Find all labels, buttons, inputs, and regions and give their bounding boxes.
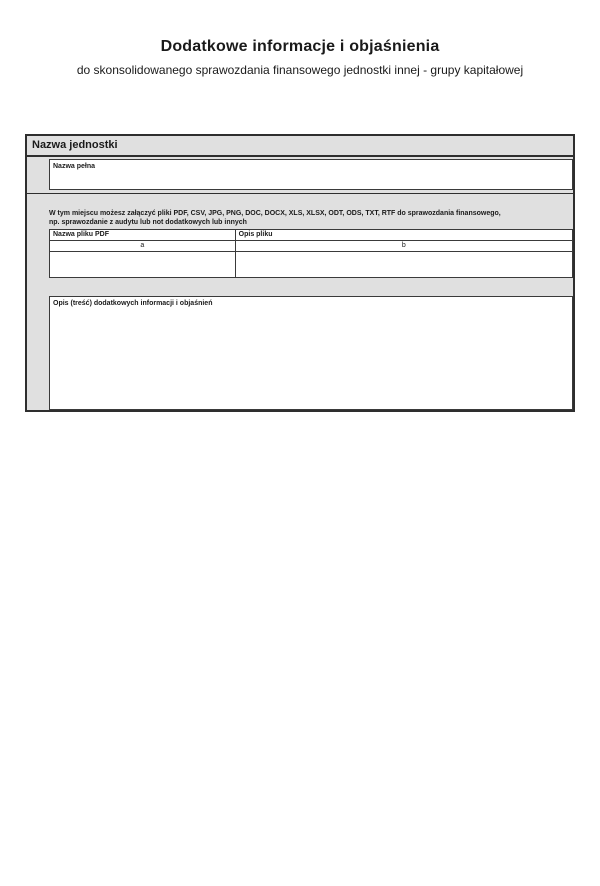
file-description-cell[interactable] [235,252,572,278]
opis-label: Opis (treść) dodatkowych informacji i objaśnień [53,300,213,307]
nazwa-pelna-field[interactable] [49,159,573,190]
col-key-a: a [50,241,236,252]
col-header-nazwa-pliku: Nazwa pliku PDF [50,230,236,241]
attachments-table-key-row [50,241,573,252]
nazwa-pelna-label: Nazwa pełna [53,163,96,170]
attachments-table-header-row [50,230,573,241]
page-subtitle: do skonsolidowanego sprawozdania finansowego jednostki innej - grupy kapitałowej [76,63,524,77]
file-name-cell[interactable] [50,252,236,278]
attachments-instruction-line2: np. sprawozdanie z audytu lub not dodatkowych lub innych [49,218,247,226]
opis-value[interactable] [50,308,572,316]
attachments-instruction [49,210,573,227]
nazwa-jednostki-section-header: Nazwa jednostki [27,136,573,157]
entity-form [25,134,575,412]
page-title: Dodatkowe informacje i objaśnienia [160,38,440,55]
attachments-table-row [50,252,573,278]
attachments-table [49,229,573,278]
nazwa-jednostki-section [27,157,573,194]
col-header-opis-pliku: Opis pliku [235,230,572,241]
attachments-instruction-line1: W tym miejscu możesz załączyć pliki PDF, CSV, JPG, PNG, DOC, DOCX, XLS, XLSX, ODT, ODS, TXT, RTF do sprawozdania finansowego, [49,210,501,217]
attachments-section [27,194,573,410]
col-key-b: b [235,241,572,252]
opis-field[interactable] [49,296,573,410]
nazwa-pelna-value[interactable] [50,171,572,179]
